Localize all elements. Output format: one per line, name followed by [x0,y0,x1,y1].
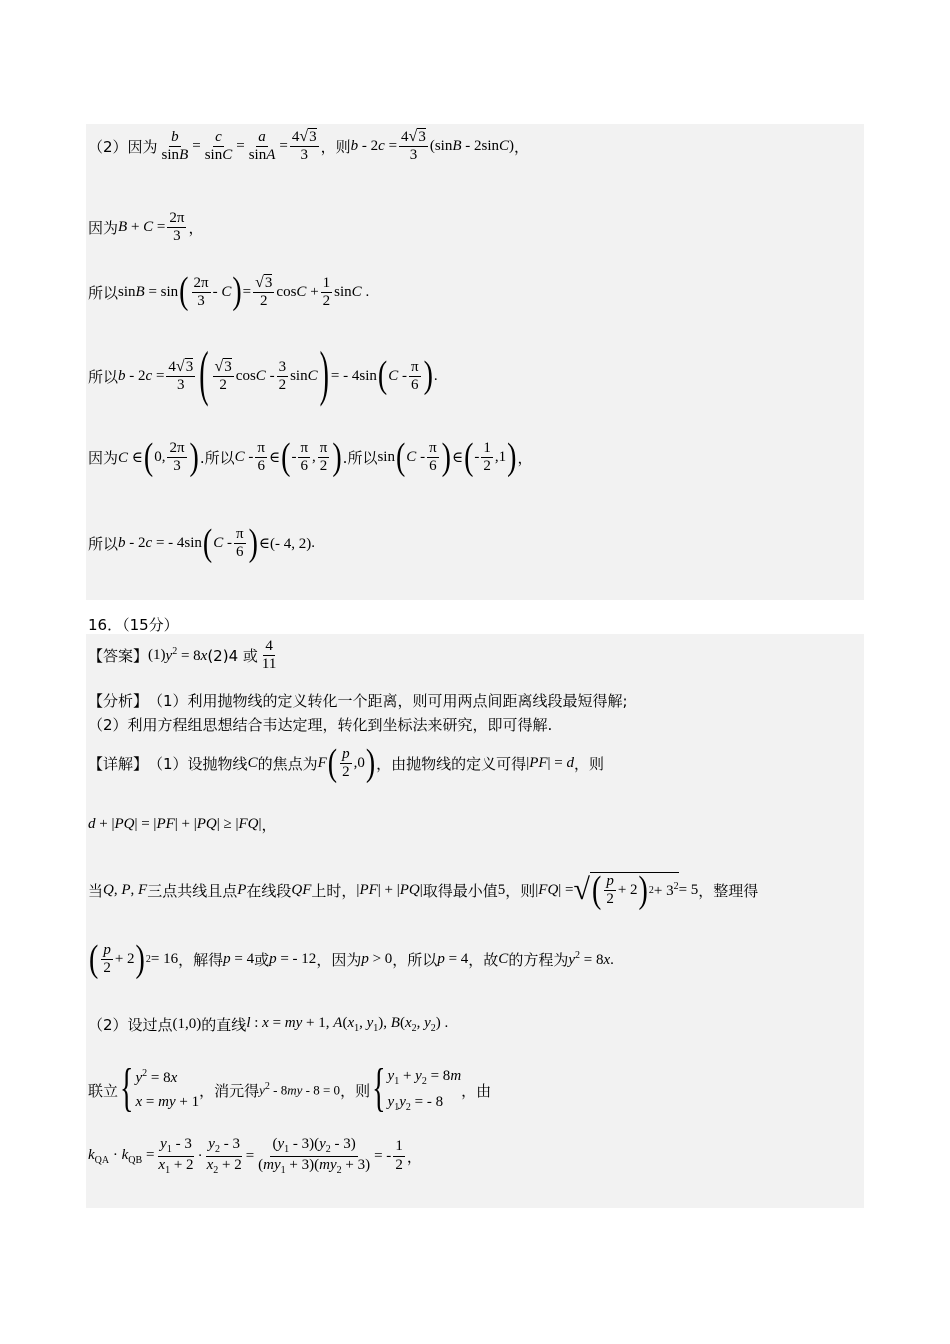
eq-b-plus-c: 因为 B + C = $\frac{2\pi}{3}$ ， [88,210,204,245]
detail-inequality: d + |PQ| = |PF| + |PQ| ≥ |FQ| ， [88,816,277,834]
detail-min-value: 当 Q, P, F 三点共线且点 P 在线段 QF 上时， |PF| + |PQ| 取得最小值 5 ，则 |FQ| = √ ( $\frac{p}{2}$ + 2 ) 2 + $3^2$ = 5 ，整理得 [88,869,759,911]
detail-slope-product: $k_{QA} \cdot k_{QB}$ = $\frac{y_1 - 3}{x_1 + 2}$ · $\frac{y_2 - 3}{x_2 + 2}$ = $\frac{(y_1 - 3)(y_2 - 3)}{(my_1 + 3)(my_2 + 3)}$ = - $\frac{1}{2}$ ， [88,1136,422,1176]
detail-system: 联立 { $y^2 = 8x$ x = my + 1 ，消元得 $y^2 - 8my - 8 = 0$ ，则 { $y_1 + y_2 = 8m$ $y_1y_2$ = - 8 ，由 [88,1059,492,1119]
question-header: 16．（15分） [88,616,179,634]
detail-solve-p: ( $\frac{p}{2}$ + 2 ) 2 = 16 ，解得 p = 4 或 p = - 12 ，因为 p > 0 ，所以 p = 4 ，故 C 的方程为 $y^2 = 8x$. [89,938,614,980]
eq-sin-b: 所以 sinB = sin ( $\frac{2\pi}{3}$ - C ) = $\frac{√3}{2}$ cosC + $\frac{1}{2}$ sinC . [88,270,370,313]
answer-line: 【答案】 (1) $y^2 = 8x$ (2)4 或 $\frac{4}{11}$ [88,638,277,673]
analysis-line-2: （2）利用方程组思想结合韦达定理，转化到坐标法来研究，即可得解. [88,716,553,734]
eq-range-c: 因为 C ∈ ( 0, $\frac{2\pi}{3}$ ) .所以 C - $\frac{\pi}{6}$ ∈ ( - $\frac{\pi}{6}$ , $\frac{\pi}{2}$ ) .所以 sin ( C - $\frac{\pi}{6}$ ) ∈ ( - $\frac{1}{2}$ ,1 ) ， [88,436,533,478]
detail-part2-setup: （2）设过点 (1,0) 的直线 l : x = my + 1, $A(x_1$, $y_1$), $B(x_2$, $y_2$) . [88,1015,449,1034]
eq-law-of-sines: （2）因为 $\frac{b}{\sin B}$ = $\frac{c}{\sin C}$ = $\frac{a}{\sin A}$ = $\frac{4√3}{3}$ ，则 b - 2c = $\frac{4√3}{3}$ (sinB - 2sinC) ， [88,128,530,164]
eq-final-range: 所以 b - 2c = - 4sin ( C - $\frac{\pi}{6}$ ) ∈(- 4, 2) . [88,522,315,564]
detail-line-1: 【详解】 （1）设抛物线 C 的焦点为 F ( $\frac{p}{2}$ ,0 ) ，由抛物线的定义可得 |PF| = d ，则 [88,742,605,784]
analysis-line-1: 【分析】 （1）利用抛物线的定义转化一个距离，则可用两点间距离线段最短得解; [88,692,628,710]
eq-b-minus-2c: 所以 b - 2c = $\frac{4√3}{3}$ ( $\frac{√3}{2}$ cosC - $\frac{3}{2}$ sinC ) = - 4sin ( C - $\frac{\pi}{6}$ ) . [88,341,438,410]
